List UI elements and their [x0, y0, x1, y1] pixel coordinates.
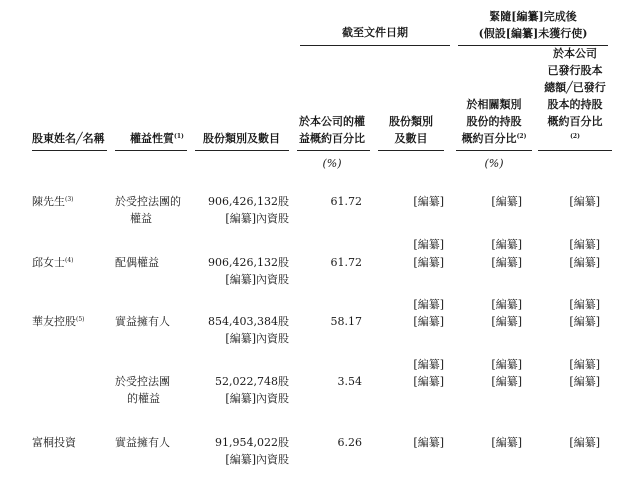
column-header-pct-total-6 — [538, 130, 612, 147]
redacted-cell: [編纂] — [413, 238, 444, 251]
redacted-cell: [編纂] — [491, 436, 522, 449]
redacted-cell: [編纂] — [569, 298, 600, 311]
column-header-name: 股東姓名╱名稱 — [32, 132, 105, 145]
row-interest-line1: 實益擁有人 — [115, 436, 170, 449]
redacted-cell: [編纂] — [413, 358, 444, 371]
header-rule-class-number — [195, 150, 289, 151]
column-header-pct-total-2: 已發行股本 — [547, 64, 603, 77]
column-header-class-number: 股份類別及數目 — [203, 132, 280, 145]
column-header-pct-total-note: (2) — [570, 133, 580, 140]
column-header-pct-total-5: 概約百分比 — [547, 115, 603, 128]
row-shares: 854,403,384股 — [208, 315, 289, 328]
row-interest-line1: 於受控法團的 — [115, 195, 181, 208]
row-interest-line1: 實益擁有人 — [115, 315, 170, 328]
header-rule-pct-approx — [297, 150, 370, 151]
row-name — [32, 254, 74, 271]
column-header-pct-class-1: 於相關類別 — [466, 98, 522, 111]
redacted-cell: [編纂] — [491, 375, 522, 388]
redacted-cell: [編纂] — [413, 298, 444, 311]
row-share-class: [編纂]內資股 — [225, 273, 289, 286]
redacted-cell: [編纂] — [413, 436, 444, 449]
group-header-latest-date: 截至文件日期 — [342, 26, 408, 39]
row-shares: 91,954,022股 — [215, 436, 289, 449]
column-header-pct-class-note: (2) — [516, 133, 527, 140]
redacted-cell: [編纂] — [569, 375, 600, 388]
header-rule-interest — [115, 150, 187, 151]
row-shares: 52,022,748股 — [215, 375, 289, 388]
row-name-label: 富桐投資 — [32, 436, 76, 449]
group-header-assumption: (假設[編纂]未獲行使) — [478, 27, 588, 40]
redacted-cell: [編纂] — [569, 436, 600, 449]
redacted-cell: [編纂] — [413, 315, 444, 328]
redacted-cell: [編纂] — [569, 256, 600, 269]
row-name-note: (4) — [65, 257, 74, 264]
redacted-cell: [編纂] — [491, 195, 522, 208]
row-interest-line2: 的權益 — [127, 392, 160, 405]
row-pct: 58.17 — [330, 315, 362, 328]
row-share-class: [編纂]內資股 — [225, 453, 289, 466]
column-header-pct-total-3: 總額╱已發行 — [544, 81, 606, 94]
row-share-class: [編纂]內資股 — [225, 392, 289, 405]
row-shares: 906,426,132股 — [208, 256, 289, 269]
row-pct: 3.54 — [337, 375, 362, 388]
row-pct: 6.26 — [337, 436, 362, 449]
redacted-cell: [編纂] — [569, 358, 600, 371]
row-name-label: 華友控股 — [32, 315, 76, 328]
unit-pct-class: (%) — [484, 157, 504, 170]
redacted-cell: [編纂] — [491, 298, 522, 311]
column-header-pct-total-1: 於本公司 — [553, 47, 597, 60]
redacted-cell: [編纂] — [491, 358, 522, 371]
redacted-cell: [編纂] — [413, 256, 444, 269]
redacted-cell: [編纂] — [569, 195, 600, 208]
redacted-cell: [編纂] — [491, 256, 522, 269]
row-name-label: 陳先生 — [32, 195, 65, 208]
column-header-interest — [130, 130, 184, 147]
redacted-cell: [編纂] — [413, 375, 444, 388]
header-rule-name — [32, 150, 107, 151]
group-rule-latest — [300, 45, 450, 46]
row-name — [32, 313, 85, 330]
column-header-class-number2-2: 及數目 — [394, 132, 428, 145]
row-name-note: (3) — [65, 196, 74, 203]
row-pct: 61.72 — [330, 195, 362, 208]
unit-pct-approx: (%) — [322, 157, 342, 170]
redacted-cell: [編纂] — [569, 315, 600, 328]
row-share-class: [編纂]內資股 — [225, 212, 289, 225]
row-pct: 61.72 — [330, 256, 362, 269]
column-header-pct-class-2: 股份的持股 — [466, 115, 522, 128]
redacted-cell: [編纂] — [413, 195, 444, 208]
column-header-pct-approx-2: 益概約百分比 — [299, 132, 365, 145]
redacted-cell: [編纂] — [491, 238, 522, 251]
row-name — [32, 193, 74, 210]
column-header-interest-note: (1) — [174, 133, 184, 140]
header-rule-pct-total — [538, 150, 612, 151]
row-shares: 906,426,132股 — [208, 195, 289, 208]
row-interest-line1: 於受控法團 — [115, 375, 170, 388]
row-name-note: (5) — [76, 316, 85, 323]
column-header-pct-approx-1: 於本公司的權 — [299, 115, 365, 128]
row-interest-line1: 配偶權益 — [115, 256, 159, 269]
row-share-class: [編纂]內資股 — [225, 332, 289, 345]
header-rule-class-number2 — [378, 150, 444, 151]
row-name — [32, 434, 76, 451]
column-header-class-number2-1: 股份類別 — [389, 115, 433, 128]
row-interest-line2: 權益 — [130, 212, 152, 225]
header-rule-pct-class — [456, 150, 532, 151]
redacted-cell: [編纂] — [569, 238, 600, 251]
group-header-after-completion: 緊隨[編纂]完成後 — [489, 10, 577, 23]
redacted-cell: [編纂] — [491, 315, 522, 328]
column-header-interest-label: 權益性質 — [130, 132, 174, 145]
column-header-pct-total-4: 股本的持股 — [547, 98, 603, 111]
column-header-pct-class-3 — [456, 130, 532, 147]
row-name-label: 邱女士 — [32, 256, 65, 269]
column-header-pct-class-label: 概約百分比 — [461, 132, 517, 145]
